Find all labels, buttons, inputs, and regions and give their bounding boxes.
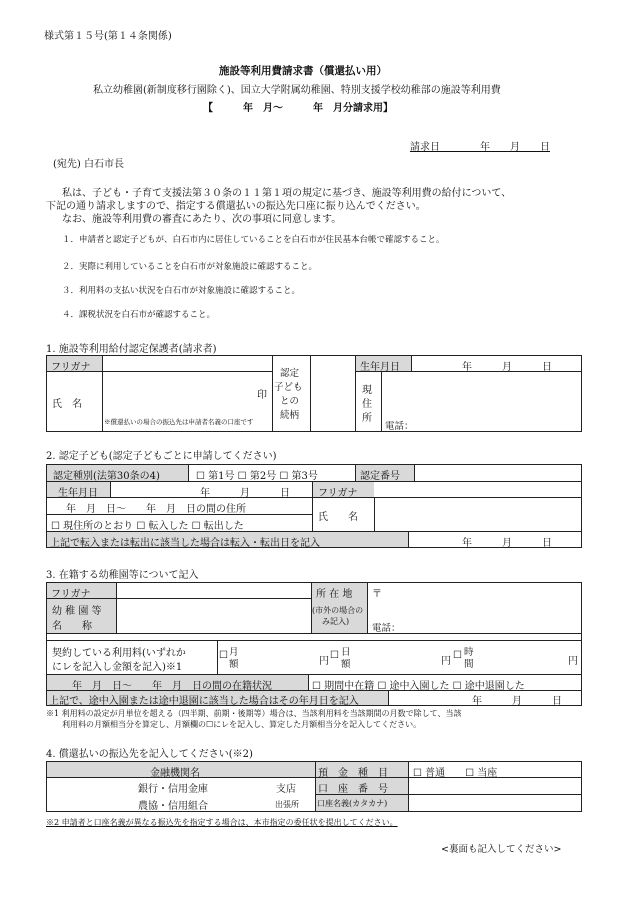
- section-2-heading: 2. 認定子ども(認定子どもごとに申請してください): [46, 451, 277, 462]
- note-2: ※2 申請者と口座名義が異なる振込先を指定する場合は、本市指定の委任状を提出してください。: [46, 818, 398, 827]
- fee-label: 契約している利用料(いずれか: [52, 648, 186, 659]
- branch-label: 支店: [276, 784, 296, 795]
- address-options[interactable]: ☐ 現住所のとおり ☐ 転入した ☐ 転出した: [51, 521, 244, 532]
- enroll-period-label: 年 月 日～ 年 月 日の間の在籍状況: [72, 681, 272, 692]
- school-furigana-label: フリガナ: [51, 589, 91, 600]
- move-date-field[interactable]: 年 月 日: [462, 538, 552, 549]
- page-title: 施設等利用費請求書（償還払い用）: [219, 65, 387, 77]
- consent-item: １．申請者と認定子どもが、白石市内に居住していることを白石市が住民基本台帳で確認すること。: [62, 235, 445, 245]
- account-number-label: 口 座 番 号: [318, 784, 388, 795]
- consent-item: ４．課税状況を白石市が確認すること。: [62, 310, 216, 320]
- account-type-label: 預 金 種 目: [318, 768, 388, 779]
- move-note: 上記で転入または転出に該当した場合は転入・転出日を記入: [50, 538, 320, 549]
- request-date[interactable]: 請求日 年 月 日: [410, 142, 550, 153]
- bank-name-label: 金融機関名: [150, 768, 200, 779]
- relation-label: 認定: [280, 368, 300, 379]
- note-1: ※1 利用料の設定が月単位を超える（四半期、前期・後期等）場合は、当該利用料を当該期間の月数で除して、当該: [46, 709, 462, 718]
- postal-mark: 〒: [372, 589, 382, 600]
- subtitle: 私立幼稚園(新制度移行園除く)、国立大学附属幼稚園、特別支援学校幼稚部の施設等利用費: [93, 85, 501, 96]
- enroll-date-field[interactable]: 年 月 日: [472, 696, 562, 707]
- intro-line-3: なお、施設等利用費の審査にあたり、次の事項に同意します。: [62, 214, 342, 225]
- school-phone-label: 電話：: [372, 623, 401, 634]
- cert-type-label: 認定種別(法第30条の4): [53, 471, 160, 482]
- cert-number-label: 認定番号: [360, 471, 400, 482]
- addressee: (宛先) 白石市長: [53, 159, 124, 170]
- guardian-phone-label: 電話：: [385, 421, 414, 432]
- office-label: 出張所: [275, 800, 299, 809]
- child-name-label: 氏 名: [318, 512, 358, 523]
- seal-mark: 印: [257, 390, 267, 401]
- section-4-heading: 4. 償還払いの振込先を記入してください(※2): [46, 749, 253, 760]
- account-type-options[interactable]: ☐ 普通 ☐ 当座: [413, 768, 498, 779]
- intro-line-2: 下記の通り請求しますので、指定する償還払いの振込先口座に振り込んでください。: [46, 201, 426, 212]
- cert-type-options[interactable]: ☐ 第1号 ☐ 第2号 ☐ 第3号: [196, 471, 318, 482]
- bank-type-b: 農協・信用組合: [138, 801, 208, 812]
- intro-line-1: 私は、子ども・子育て支援法第３０条の１１第１項の規定に基づき、施設等利用費の給付について、: [62, 188, 512, 199]
- form-number: 様式第１５号(第１４条関係): [44, 31, 172, 42]
- address-label: 現: [362, 385, 372, 396]
- request-period: 【 年 月～ 年 月分請求用】: [203, 103, 393, 114]
- seal-note: ※償還払いの場合の振込先は申請者名義の口座です: [104, 418, 254, 426]
- consent-item: ２．実際に利用していることを白石市が対象施設に確認すること。: [62, 262, 318, 272]
- child-furigana-label: フリガナ: [318, 488, 358, 499]
- account-holder-label: 口座名義(カタカナ): [317, 799, 388, 808]
- consent-item: ３．利用料の支払い状況を白石市が対象施設に確認すること。: [62, 286, 301, 296]
- enroll-options[interactable]: ☐ 期間中在籍 ☐ 途中入園した ☐ 途中退園した: [312, 681, 525, 692]
- section-3-heading: 3. 在籍する幼稚園等について記入: [46, 570, 199, 581]
- child-birth-label: 生年月日: [58, 488, 98, 499]
- bank-type-a: 銀行・信用金庫: [138, 784, 208, 795]
- guardian-furigana-label: フリガナ: [51, 362, 91, 373]
- guardian-birth-field[interactable]: 年 月 日: [462, 362, 552, 373]
- fee-daily-checkbox[interactable]: ☐: [330, 650, 339, 661]
- enroll-note: 上記で、途中入園または途中退園に該当した場合はその年月日を記入: [49, 696, 359, 707]
- fee-monthly-checkbox[interactable]: ☐: [219, 650, 228, 661]
- school-name-label: 幼 稚 園 等: [52, 606, 102, 617]
- child-birth-field[interactable]: 年 月 日: [200, 488, 290, 499]
- fee-hourly-checkbox[interactable]: ☐: [453, 650, 462, 661]
- address-period-label: 年 月 日～ 年 月 日の間の住所: [66, 504, 246, 515]
- guardian-name-label: 氏 名: [52, 399, 82, 410]
- guardian-birth-label: 生年月日: [360, 362, 400, 373]
- location-note: (市外の場合の: [312, 606, 364, 615]
- section-1-heading: 1. 施設等利用給付認定保護者(請求者): [46, 344, 217, 355]
- footer-note: <裏面も記入してください>: [441, 844, 562, 855]
- school-location-label: 所 在 地: [316, 589, 353, 600]
